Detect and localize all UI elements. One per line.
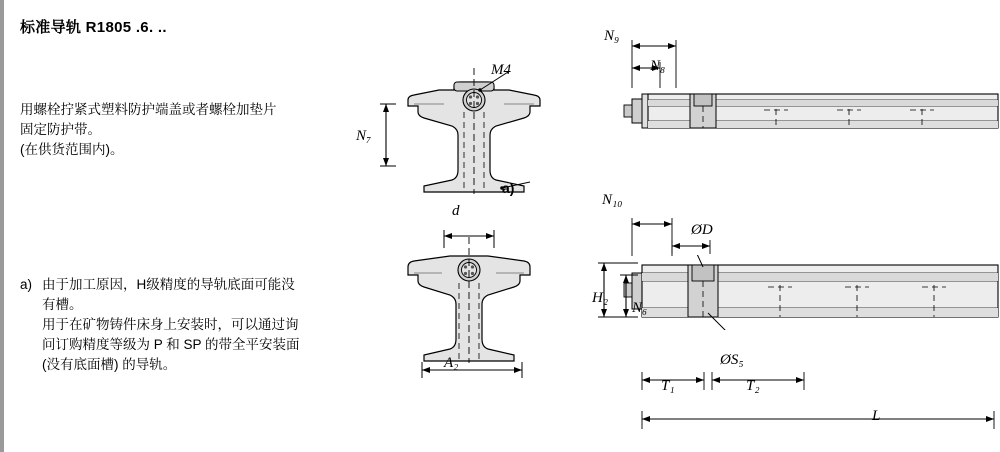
note-bottom-line-1: 由于加工原因，H级精度的导轨底面可能没 bbox=[42, 277, 295, 292]
label-od: ØD bbox=[691, 222, 713, 238]
cross-section-top bbox=[384, 60, 564, 200]
note-top-line-1: 用螺栓拧紧式塑料防护端盖或者螺栓加垫片 bbox=[20, 102, 277, 117]
label-n9: N₉ bbox=[604, 28, 620, 44]
label-n10: N₁₀ bbox=[602, 192, 623, 208]
side-view-bottom bbox=[604, 255, 1000, 330]
label-n6: N₆ bbox=[632, 300, 648, 316]
note-bottom-line-4: 问订购精度等级为 P 和 SP 的带全平安装面 bbox=[42, 337, 300, 352]
label-a2: A₂ bbox=[444, 355, 459, 371]
note-bottom-line-5: (没有底面槽) 的导轨。 bbox=[42, 357, 177, 372]
label-m4: M4 bbox=[491, 62, 511, 78]
label-a-marker-top: a) bbox=[502, 180, 515, 196]
note-bottom-marker: a) bbox=[20, 277, 33, 292]
label-t2: T₂ bbox=[746, 378, 760, 394]
dimension-n9-n8 bbox=[600, 30, 740, 90]
dimension-l bbox=[634, 405, 1000, 433]
label-n8: N₈ bbox=[650, 58, 666, 74]
dimension-d bbox=[434, 218, 504, 252]
note-top-line-2: 固定防护带。 bbox=[20, 122, 101, 137]
side-view-top bbox=[604, 85, 1000, 145]
note-bottom-line-2: 有槽。 bbox=[42, 297, 83, 312]
label-l: L bbox=[872, 408, 881, 424]
note-bottom-line-3: 用于在矿物铸件床身上安装时，可以通过询 bbox=[42, 317, 299, 332]
label-os5: ØS₅ bbox=[720, 352, 744, 368]
label-n7: N₇ bbox=[356, 128, 372, 144]
cross-section-bottom bbox=[394, 235, 544, 365]
label-h2: H₂ bbox=[592, 290, 609, 306]
dimension-a2 bbox=[412, 358, 532, 392]
label-d: d bbox=[452, 203, 460, 219]
note-top-line-3: (在供货范围内)。 bbox=[20, 142, 124, 157]
note-bottom bbox=[20, 275, 370, 375]
label-t1: T₁ bbox=[661, 378, 675, 394]
dimension-n10 bbox=[600, 208, 690, 258]
page-title: 标准导轨 R1805 .6. .. bbox=[20, 19, 167, 36]
note-top bbox=[20, 100, 350, 160]
